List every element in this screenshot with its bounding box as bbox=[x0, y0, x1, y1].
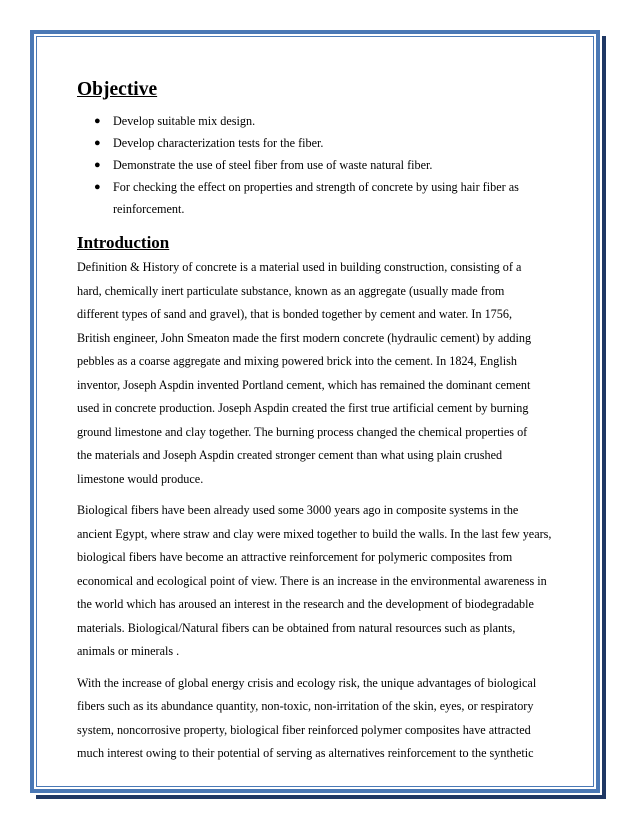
text-line: animals or minerals . bbox=[77, 644, 180, 658]
text-line: materials. Biological/Natural fibers can be obtained from natural resources such as plants, bbox=[77, 620, 516, 635]
paragraph bbox=[77, 672, 561, 766]
text-line: ground limestone and clay together. The burning process changed the chemical properties of bbox=[77, 424, 528, 439]
text-line: the world which has aroused an interest in the research and the development of biodegradable bbox=[77, 597, 534, 611]
list-item: ● Develop characterization tests for the fiber. bbox=[77, 132, 561, 154]
objective-list bbox=[77, 110, 561, 220]
text-line: limestone would produce. bbox=[77, 471, 204, 486]
introduction-heading: Introduction bbox=[77, 233, 170, 252]
paragraph bbox=[77, 499, 561, 664]
text-line: fibers such as its abundance quantity, non-toxic, non-irritation of the skin, eyes, or respiratory bbox=[77, 699, 534, 713]
paragraph bbox=[77, 256, 561, 491]
bullet-icon: ● bbox=[94, 137, 101, 149]
text-line: pebbles as a coarse aggregate and mixing powered brick into the cement. In 1824, English bbox=[77, 354, 517, 368]
text-line: biological fibers have become an attractive reinforcement for polymeric composites from bbox=[77, 550, 513, 564]
bullet-icon: ● bbox=[94, 159, 101, 171]
bullet-icon: ● bbox=[94, 115, 101, 127]
text-line: With the increase of global energy crisis and ecology risk, the unique advantages of biological bbox=[77, 675, 537, 690]
text-line: ancient Egypt, where straw and clay were mixed together to build the walls. In the last few years, bbox=[77, 526, 552, 541]
list-item: ● Demonstrate the use of steel fiber from use of waste natural fiber. bbox=[77, 154, 561, 176]
text-line: system, noncorrosive property, biological fiber reinforced polymer composites have attracted bbox=[77, 722, 531, 737]
text-line: different types of sand and gravel), that is bonded together by cement and water. In 1756, bbox=[77, 307, 513, 321]
text-line: much interest owing to their potential of serving as alternatives reinforcement to the synthetic bbox=[77, 746, 534, 760]
objective-heading: Objective bbox=[77, 79, 158, 100]
text-line: Biological fibers have been already used some 3000 years ago in composite systems in the bbox=[77, 503, 519, 517]
list-item: ● For checking the effect on properties and strength of concrete by using hair fiber as reinforcement. bbox=[77, 176, 561, 220]
text-line: the materials and Joseph Aspdin created stronger cement than what using plain crushed bbox=[77, 448, 503, 462]
text-line: used in concrete production. Joseph Aspdin created the first true artificial cement by burning bbox=[77, 401, 529, 415]
text-line: inventor, Joseph Aspdin invented Portland cement, which has remained the dominant cement bbox=[77, 377, 531, 392]
document-body bbox=[77, 78, 561, 774]
text-line: Definition & History of concrete is a material used in building construction, consisting of a bbox=[77, 260, 522, 274]
text-line: economical and ecological point of view. There is an increase in the environmental awareness in bbox=[77, 573, 547, 588]
text-line: British engineer, John Smeaton made the first modern concrete (hydraulic cement) by adding bbox=[77, 330, 532, 345]
text-line: hard, chemically inert particulate substance, known as an aggregate (usually made from bbox=[77, 283, 505, 298]
list-item: ● Develop suitable mix design. bbox=[77, 110, 561, 132]
bullet-icon: ● bbox=[94, 181, 101, 193]
